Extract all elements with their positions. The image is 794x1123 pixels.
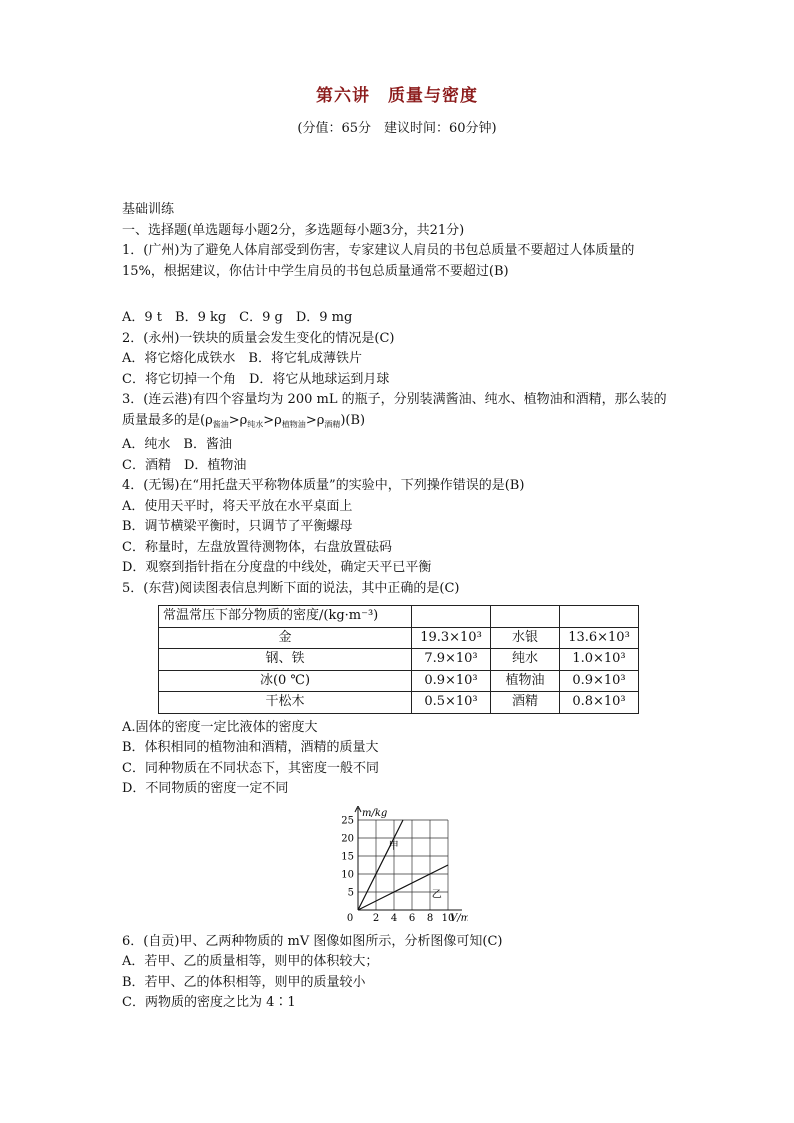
page-subtitle: (分值：65分 建议时间：60分钟) xyxy=(297,121,497,136)
x-tick-label: 0 xyxy=(346,912,354,924)
table-cell: 植物油 xyxy=(491,670,560,692)
q1-stem-line2: 15%，根据建议，你估计中学生肩员的书包总质量通常不要超过(B) xyxy=(122,263,509,279)
q3-options-cd: C．酒精 D．植物油 xyxy=(122,457,247,473)
q1-options: A．9 t B．9 kg C．9 g D．9 mg xyxy=(122,310,353,325)
q1-stem-line1: 1．(广州)为了避免人体肩部受到伤害，专家建议人肩员的书包总质量不要超过人体质量的 xyxy=(122,243,635,258)
series-line-yi xyxy=(358,865,448,910)
table-cell: 19.3×10³ xyxy=(412,627,491,649)
q4-option-a: A．使用天平时，将天平放在水平桌面上 xyxy=(122,498,353,514)
q4-option-b: B．调节横梁平衡时，只调节了平衡螺母 xyxy=(122,519,353,534)
table-cell: 7.9×10³ xyxy=(412,649,491,671)
x-tick-label: 8 xyxy=(426,912,434,924)
series-line-jia xyxy=(358,820,403,910)
table-cell: 金 xyxy=(159,627,412,649)
q6-stem: 6．(自贡)甲、乙两种物质的 mV 图像如图所示，分析图像可知(C) xyxy=(122,933,503,949)
table-empty-cell xyxy=(412,606,491,628)
q3-stem-line2 xyxy=(122,411,702,436)
table-cell: 1.0×10³ xyxy=(560,649,639,671)
worksheet-body xyxy=(122,200,702,1014)
table-row xyxy=(159,692,639,714)
series-label-yi: 乙 xyxy=(431,888,442,900)
x-axis-label: V/ xyxy=(450,912,461,924)
q3-gt: >ρ xyxy=(263,412,282,428)
density-table xyxy=(158,605,639,714)
table-row xyxy=(159,649,639,671)
q5-option-a: A.固体的密度一定比液体的密度大 xyxy=(122,719,318,735)
q2-stem: 2．(永州)一铁块的质量会发生变化的情况是(C) xyxy=(122,330,395,346)
q4-stem: 4．(无锡)在“用托盘天平称物体质量”的实验中，下列操作错误的是(B) xyxy=(122,478,525,493)
q3-prefix: 质量最多的是(ρ xyxy=(122,412,213,428)
table-cell: 0.8×10³ xyxy=(560,692,639,714)
q5-stem: 5．(东营)阅读图表信息判断下面的说法，其中正确的是(C) xyxy=(122,580,460,596)
q3-sub-soy: 酱油 xyxy=(212,419,229,429)
q5-option-c: C．同种物质在不同状态下，其密度一般不同 xyxy=(122,760,379,776)
q5-option-d: D．不同物质的密度一定不同 xyxy=(122,781,289,796)
answer-gap xyxy=(122,282,702,308)
table-cell: 纯水 xyxy=(491,649,560,671)
mv-chart-svg xyxy=(328,806,468,928)
q3-sub-water: 纯水 xyxy=(247,419,264,429)
x-tick-label: 10 xyxy=(441,912,455,924)
table-cell: 0.9×10³ xyxy=(412,670,491,692)
table-row xyxy=(159,627,639,649)
q3-sub-alcohol: 酒精 xyxy=(324,419,341,429)
q3-gt: >ρ xyxy=(305,412,325,428)
table-header-cell: 常温常压下部分物质的密度/(kg·m⁻³) xyxy=(159,606,412,628)
x-tick-label: 6 xyxy=(408,912,416,924)
y-tick-label: 25 xyxy=(341,815,354,826)
table-cell: 13.6×10³ xyxy=(560,627,639,649)
x-tick-label: 4 xyxy=(390,912,398,924)
table-cell: 冰(0 ℃) xyxy=(159,670,412,692)
x-tick-label: 2 xyxy=(372,912,380,924)
table-cell: 水银 xyxy=(491,627,560,649)
y-tick-label: 20 xyxy=(341,833,354,844)
q2-options-cd: C．将它切掉一个角 D．将它从地球运到月球 xyxy=(122,371,390,387)
q3-suffix: )(B) xyxy=(340,412,366,428)
table-empty-cell xyxy=(560,606,639,628)
table-row xyxy=(159,670,639,692)
y-axis-label: m/kg xyxy=(362,807,388,819)
q3-options-ab: A．纯水 B．酱油 xyxy=(122,437,232,452)
q3-stem-line1: 3．(连云港)有四个容量均为 200 mL 的瓶子，分别装满酱油、纯水、植物油和酒精，那么装的 xyxy=(122,392,667,407)
q2-options-ab: A．将它熔化成铁水 B．将它轧成薄铁片 xyxy=(122,351,362,366)
table-header-row xyxy=(159,606,639,628)
table-cell: 酒精 xyxy=(491,692,560,714)
q3-sub-oil: 植物油 xyxy=(281,419,306,429)
table-cell: 0.9×10³ xyxy=(560,670,639,692)
mv-chart xyxy=(328,806,468,928)
q4-option-d: D．观察到指针指在分度盘的中线处，确定天平已平衡 xyxy=(122,560,432,575)
q6-option-c: C．两物质的密度之比为 4∶1 xyxy=(122,995,296,1010)
table-cell: 钢、铁 xyxy=(159,649,412,671)
q3-gt: >ρ xyxy=(228,412,248,428)
section-label: 基础训练 xyxy=(122,202,175,217)
y-tick-label: 15 xyxy=(341,851,354,862)
q5-option-b: B．体积相同的植物油和酒精，酒精的质量大 xyxy=(122,740,379,755)
y-tick-label: 5 xyxy=(347,887,354,898)
table-cell: 0.5×10³ xyxy=(412,692,491,714)
q6-option-b: B．若甲、乙的体积相等，则甲的质量较小 xyxy=(122,974,366,990)
q6-option-a: A．若甲、乙的质量相等，则甲的体积较大； xyxy=(122,954,379,969)
part-heading: 一、选择题(单选题每小题2分，多选题每小题3分，共21分) xyxy=(122,222,465,238)
y-tick-label: 10 xyxy=(341,869,354,880)
page-title: 第六讲 质量与密度 xyxy=(316,86,478,106)
table-cell: 干松木 xyxy=(159,692,412,714)
table-empty-cell xyxy=(491,606,560,628)
q4-option-c: C．称量时，左盘放置待测物体，右盘放置砝码 xyxy=(122,539,392,555)
series-label-jia: 甲 xyxy=(388,840,399,852)
